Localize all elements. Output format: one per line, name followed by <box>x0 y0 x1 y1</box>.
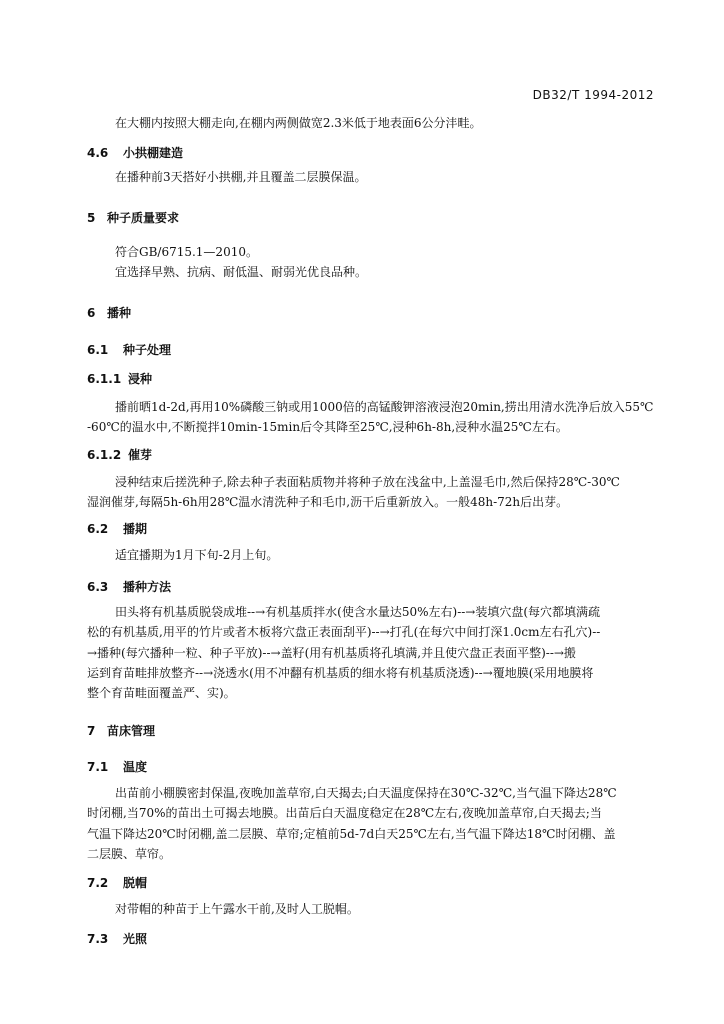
section-title: 播期 <box>123 522 148 536</box>
section-number: 7.2 <box>87 876 109 890</box>
heading-5 <box>87 209 655 226</box>
heading-6-1 <box>87 341 655 358</box>
section-title: 浸种 <box>128 372 153 386</box>
section-title: 光照 <box>123 932 148 946</box>
section-number: 4.6 <box>87 146 109 160</box>
section-title: 小拱棚建造 <box>123 146 184 160</box>
section-title: 温度 <box>123 760 148 774</box>
paragraph-seed-quality <box>87 242 683 283</box>
section-title: 脱帽 <box>123 876 148 890</box>
paragraph-sowing-period: 适宜播期为1月下旬-2月上旬。 <box>115 548 279 562</box>
section-title: 种子质量要求 <box>107 211 180 225</box>
section-number: 7.1 <box>87 760 109 774</box>
heading-7-3 <box>87 930 655 947</box>
heading-4-6 <box>87 144 655 161</box>
text-line: 二层膜、草帘。 <box>87 846 172 861</box>
text-line: →播种(每穴播种一粒、种子平放)--→盖籽(用有机基质将孔填满,并且使穴盘正表面平整)--→搬 <box>87 645 576 660</box>
section-number: 6.3 <box>87 580 109 594</box>
paragraph-temperature <box>87 783 655 864</box>
heading-7-1 <box>87 758 655 775</box>
text-line: 播前晒1d-2d,再用10%磷酸三钠或用1000倍的高锰酸钾溶液浸泡20min,捞出用清水洗净后放入55℃ <box>115 400 654 414</box>
heading-7 <box>87 722 655 739</box>
text-line: 宜选择早熟、抗病、耐低温、耐弱光优良品种。 <box>115 265 368 280</box>
paragraph-sowing-method <box>87 602 655 703</box>
text-line: 湿润催芽,每隔5h-6h用28℃温水清洗种子和毛巾,沥干后重新放入。一般48h-72h后出芽。 <box>87 495 569 510</box>
text-line: 整个育苗畦面覆盖严、实)。 <box>87 686 236 701</box>
heading-6-3 <box>87 578 655 595</box>
section-number: 7.3 <box>87 932 109 946</box>
heading-6 <box>87 304 655 321</box>
heading-6-1-2 <box>87 446 655 463</box>
text-line: 气温下降达20℃时闭棚,盖二层膜、草帘;定植前5d-7d白天25℃左右,当气温下降达18℃时闭棚、盖 <box>87 826 616 841</box>
text-line: 时闭棚,当70%的苗出土可揭去地膜。出苗后白天温度稳定在28℃左右,夜晚加盖草帘,白天揭去;当 <box>87 806 602 821</box>
text-line: -60℃的温水中,不断搅拌10min-15min后令其降至25℃,浸种6h-8h,浸种水温25℃左右。 <box>87 420 568 435</box>
paragraph-cap-removal: 对带帽的种苗于上午露水干前,及时人工脱帽。 <box>115 902 359 916</box>
text-line: 浸种结束后搓洗种子,除去种子表面粘质物并将种子放在浅盆中,上盖湿毛巾,然后保持28℃-30℃ <box>115 475 620 489</box>
heading-6-1-1 <box>87 370 655 387</box>
paragraph-ridge-layout: 在大棚内按照大棚走向,在棚内两侧做宽2.3米低于地表面6公分沣畦。 <box>115 116 482 130</box>
section-number: 7 <box>87 724 96 738</box>
paragraph-soaking <box>87 397 655 438</box>
paragraph-arch-shed: 在播种前3天搭好小拱棚,并且覆盖二层膜保温。 <box>115 170 367 184</box>
paragraph-germination <box>87 472 655 513</box>
heading-6-2 <box>87 520 655 537</box>
section-number: 6.2 <box>87 522 109 536</box>
text-line: 符合GB/6715.1—2010。 <box>115 245 258 259</box>
section-title: 苗床管理 <box>107 724 156 738</box>
section-number: 6.1 <box>87 343 109 357</box>
section-title: 播种方法 <box>123 580 172 594</box>
section-title: 种子处理 <box>123 343 172 357</box>
heading-7-2 <box>87 874 655 891</box>
section-number: 6.1.1 <box>87 372 122 386</box>
section-title: 播种 <box>107 306 132 320</box>
section-title: 催芽 <box>128 448 153 462</box>
section-number: 6 <box>87 306 96 320</box>
text-line: 田头将有机基质脱袋成堆--→有机基质拌水(使含水量达50%左右)--→装填穴盘(每穴都填满疏 <box>115 605 601 619</box>
text-line: 松的有机基质,用平的竹片或者木板将穴盘正表面刮平)--→打孔(在每穴中间打深1.0cm左右孔穴)-- <box>87 625 601 640</box>
document-code: DB32/T 1994-2012 <box>532 88 654 102</box>
section-number: 5 <box>87 211 96 225</box>
text-line: 出苗前小棚膜密封保温,夜晚加盖草帘,白天揭去;白天温度保持在30℃-32℃,当气温下降达28℃ <box>115 786 617 800</box>
section-number: 6.1.2 <box>87 448 122 462</box>
text-line: 运到育苗畦排放整齐--→浇透水(用不冲翻有机基质的细水将有机基质浇透)--→覆地膜(采用地膜将 <box>87 665 594 680</box>
